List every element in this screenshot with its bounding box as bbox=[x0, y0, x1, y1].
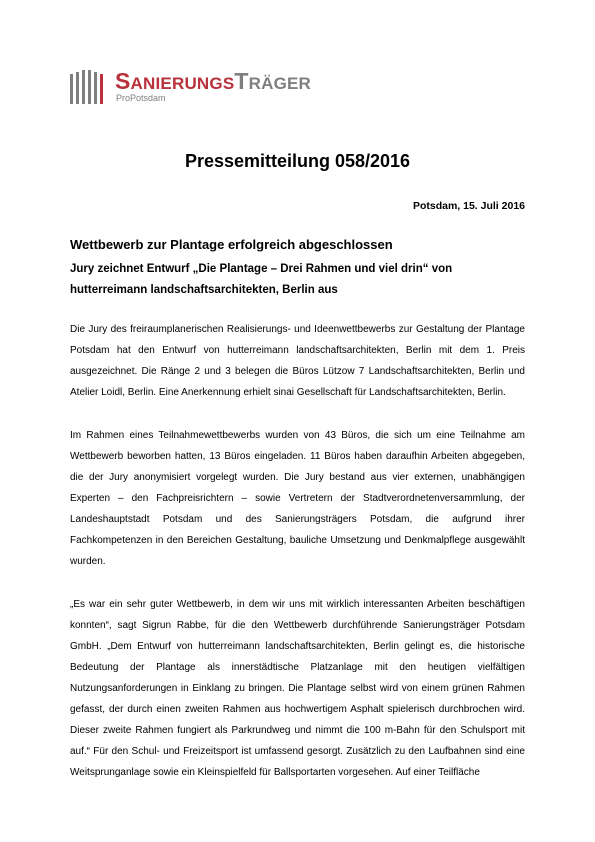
logo-wordmark bbox=[115, 68, 311, 95]
paragraph: „Es war ein sehr guter Wettbewerb, in dem wir uns mit wirklich interessanten Arbeiten beschäftigen konnten“, sagt Sigrun Rabbe, für die den Wettbewerb durchführende Sanierungsträger Potsdam GmbH. „Dem Entwurf von hutterreimann landschaftsarchitekten, Berlin gelingt es, die historische Bedeutung der Plantage als innerstädtische Platzanlage mit den heutigen vielfältigen Nutzungsanforderungen in Einklang zu bringen. Die Plantage selbst wird von einem grünen Rahmen gefasst, der durch einen zweiten Rahmen aus hochwertigem Asphalt spielerisch durchbrochen wird. Dieser zweite Rahmen fungiert als Parkrundweg und nimmt die 100 m-Bahn für den Schulsport mit auf.“ Für den Schul- und Freizeitsport ist umfassend gesorgt. Zusätzlich zu den Laufbahnen sind eine Weitsprunganlage sowie ein Kleinspielfeld für Ballsportarten vorgesehen. Auf einer Teilfläche bbox=[70, 599, 525, 778]
press-release-title: Pressemitteilung 058/2016 bbox=[184, 151, 411, 171]
logo-name-prefix: S bbox=[115, 68, 131, 94]
paragraph: Im Rahmen eines Teilnahmewettbewerbs wurden von 43 Büros, die sich um eine Teilnahme am Wettbewerb beworben hatten, 13 Büros eingeladen. 11 Büros haben daraufhin Arbeiten abgegeben, die der Jury anonymisiert vorgelegt wurden. Die Jury bestand aus vier externen, unabhängigen Experten – den Fachpreisrichtern – sowie Vertretern der Stadtverordnetenversammlung, der Landeshauptstadt Potsdam und des Sanierungsträgers Potsdam, die aufgrund ihrer Fachkompetenzen in den Bereichen Gestaltung, bauliche Umsetzung und Denkmalpflege ausgewählt wurden. bbox=[70, 430, 525, 567]
building-bars-icon bbox=[70, 70, 108, 104]
body-text bbox=[70, 319, 525, 805]
logo-name-suffix-t: T bbox=[234, 68, 249, 94]
paragraph: Die Jury des freiraumplanerischen Realisierungs- und Ideenwettbewerbs zur Gestaltung der Plantage Potsdam hat den Entwurf von hutterreimann landschaftsarchitekten, Berlin mit dem 1. Preis ausgezeichnet. Die Ränge 2 und 3 belegen die Büros Lützow 7 Landschaftsarchitekten, Berlin und Atelier Loidl, Berlin. Eine Anerkennung erhielt sinai Gesellschaft für Landschaftsarchitekten, Berlin. bbox=[70, 324, 525, 398]
subheadline: Jury zeichnet Entwurf „Die Plantage – Drei Rahmen und viel drin“ von hutterreimann landschaftsarchitekten, Berlin aus bbox=[70, 263, 453, 296]
sanierungstraeger-logo bbox=[70, 68, 340, 108]
logo-name-suffix-rest: RÄGER bbox=[248, 74, 312, 93]
dateline: Potsdam, 15. Juli 2016 bbox=[412, 200, 525, 212]
logo-name-caps: ANIERUNGS bbox=[130, 74, 235, 93]
logo-subtitle: ProPotsdam bbox=[116, 93, 166, 103]
headline: Wettbewerb zur Plantage erfolgreich abgeschlossen bbox=[70, 237, 393, 252]
